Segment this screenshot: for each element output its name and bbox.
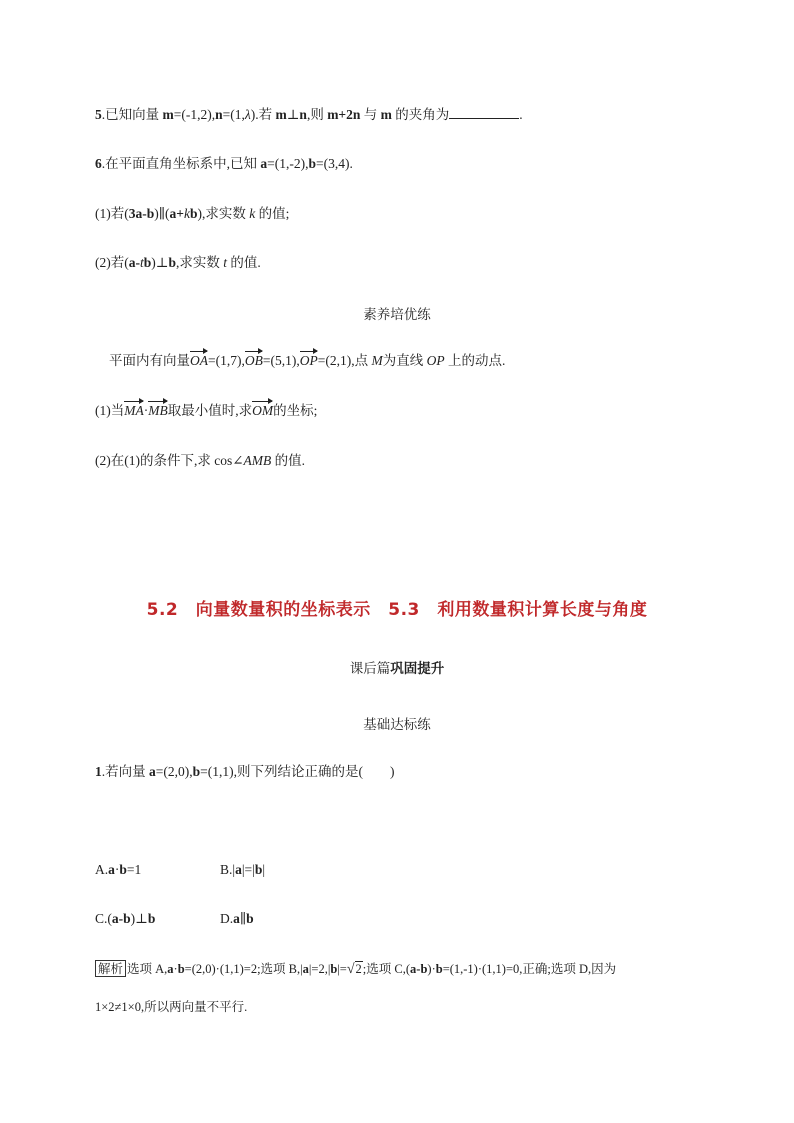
solution-tag: 解析 xyxy=(95,960,126,977)
vector-om: OM xyxy=(252,403,274,418)
question-1: 1.若向量 a=(2,0),b=(1,1),则下列结论正确的是( ) xyxy=(95,764,395,779)
option-d[interactable]: D.a∥b xyxy=(220,911,254,926)
vector-op: OP xyxy=(299,353,318,368)
problem-6-part-2: (2)若(a-tb)⊥b,求实数 t 的值. xyxy=(95,255,261,270)
option-b[interactable]: B.|a|=|b| xyxy=(220,862,266,877)
section-heading-basic: 基础达标练 xyxy=(363,717,431,733)
problem-6-number: 6 xyxy=(95,156,102,171)
excellence-question-2: (2)在(1)的条件下,求 cos∠AMB 的值. xyxy=(95,453,306,468)
question-1-number: 1 xyxy=(95,764,102,779)
sqrt-icon: √ xyxy=(346,962,355,977)
vector-mb: MB xyxy=(148,403,168,418)
section-heading-excellence: 素养培优练 xyxy=(363,307,431,323)
solution-line-1: 解析 选项 A,a·b=(2,0)·(1,1)=2;选项 B,|a|=2,|b|=√2;选项 C,(a-b)·b=(1,-1)·(1,1)=0,正确;选项 D,因为 xyxy=(95,960,616,979)
after-class-heading: 课后篇巩固提升 xyxy=(349,661,445,677)
excellence-question-1: (1)当MA·MB取最小值时,求OM的坐标; xyxy=(95,403,318,418)
problem-6-part-1: (1)若(3a-b)∥(a+kb),求实数 k 的值; xyxy=(95,206,290,221)
excellence-problem: 平面内有向量OA=(1,7),OB=(5,1),OP=(2,1),点 M为直线 OP 上的动点. xyxy=(109,353,506,368)
vector-ob: OB xyxy=(244,353,263,368)
solution-line-2: 1×2≠1×0,所以两向量不平行. xyxy=(95,1000,248,1014)
chapter-heading: 5.2 向量数量积的坐标表示 5.3 利用数量积计算长度与角度 xyxy=(146,600,648,620)
problem-5-number: 5 xyxy=(95,107,102,122)
problem-5: 5.已知向量 m=(-1,2),n=(1,λ).若 m⊥n,则 m+2n 与 m 的夹角为 . xyxy=(95,107,523,122)
option-c[interactable]: C.(a-b)⊥b xyxy=(95,911,156,926)
problem-6: 6.在平面直角坐标系中,已知 a=(1,-2),b=(3,4). xyxy=(95,156,353,171)
vector-ma: MA xyxy=(124,403,144,418)
vector-oa: OA xyxy=(190,353,208,368)
answer-blank[interactable] xyxy=(449,106,519,119)
option-a[interactable]: A.a·b=1 xyxy=(95,862,142,877)
